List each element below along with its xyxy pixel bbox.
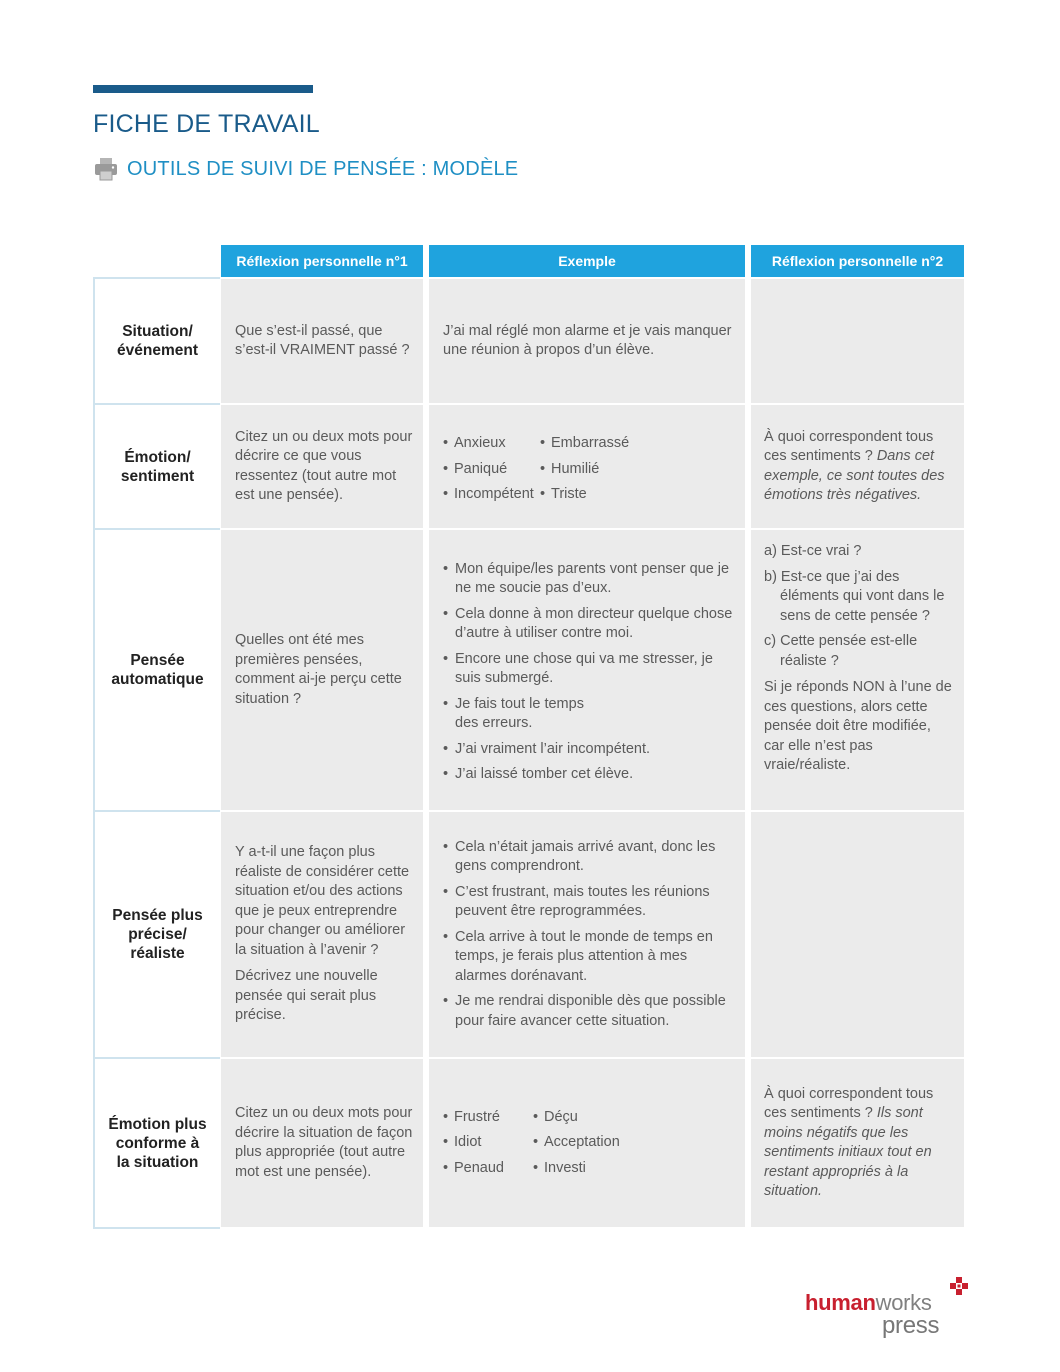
cell-text: À quoi correspondent tous ces sentiments ? Dans cet exemple, ce sont toutes des émotions très négatives.	[764, 428, 945, 503]
cell-emotion-reflexion-1	[221, 405, 423, 528]
printer-icon[interactable]	[93, 156, 119, 182]
cell-emotion-reflexion-2	[751, 405, 964, 528]
cell-text: Que s’est-il passé, que s’est-il VRAIMENT passé ?	[235, 322, 410, 358]
list-item: • J’ai vraiment l’air incompétent.	[443, 740, 735, 760]
cell-emotion-exemple	[429, 405, 745, 528]
cell-emotion-conforme-reflexion-2	[751, 1059, 964, 1227]
row-label-emotion: Émotion/ sentiment	[93, 405, 220, 528]
cell-pensee-auto-reflexion-2	[751, 530, 964, 810]
cell-pensee-auto-reflexion-1	[221, 530, 423, 810]
column-header-exemple: Exemple	[429, 245, 745, 277]
cell-pensee-realiste-reflexion-1	[221, 812, 423, 1057]
list-item: c) Cette pensée est-elle réaliste ?	[764, 633, 918, 669]
cell-emotion-conforme-exemple	[429, 1059, 745, 1227]
cell-text: Quelles ont été mes premières pensées, comment ai-je perçu cette situation ?	[235, 632, 402, 707]
list-item: • Déçu	[533, 1108, 735, 1128]
cell-situation-exemple	[429, 279, 745, 403]
cell-situation-reflexion-2[interactable]	[751, 279, 964, 403]
list-item: • Cela arrive à tout le monde de temps en temps, je ferais plus attention à mes alarmes dorénavant.	[443, 928, 735, 987]
cell-text: J’ai mal réglé mon alarme et je vais manquer une réunion à propos d’un élève.	[443, 322, 732, 358]
cell-text: À quoi correspondent tous ces sentiments ? Ils sont moins négatifs que les sentiments initiaux tout en restant appropriés à la situation.	[764, 1085, 934, 1199]
list-item: • Humilié	[540, 460, 735, 480]
row-label-emotion-conforme: Émotion plus conforme à la situation	[93, 1059, 220, 1227]
list-item: • Encore une chose qui va me stresser, je suis submergé.	[443, 650, 735, 689]
subtitle-text: OUTILS DE SUIVI DE PENSÉE : MODÈLE	[127, 157, 519, 180]
list-item: • Triste	[540, 485, 735, 505]
list-item: • J’ai laissé tomber cet élève.	[443, 765, 735, 785]
cell-text: Si je réponds NON à l’une de ces questions, alors cette pensée doit être modifiée, car elle n’est pas vraie/réaliste.	[764, 679, 952, 773]
list-item: • Investi	[533, 1159, 735, 1179]
cell-pensee-realiste-reflexion-2[interactable]	[751, 812, 964, 1057]
cell-pensee-auto-exemple	[429, 530, 745, 810]
list-item: • Cela n’était jamais arrivé avant, donc les gens comprendront.	[443, 838, 735, 877]
list-item: • Je me rendrai disponible dès que possible pour faire avancer cette situation.	[443, 992, 735, 1031]
thought-list	[443, 560, 735, 785]
header-accent-bar	[93, 85, 313, 93]
cell-text: Citez un ou deux mots pour décrire ce que vous ressentez (tout autre mot est une pensée).	[235, 428, 413, 503]
cell-situation-reflexion-1	[221, 279, 423, 403]
logo-text-press: press	[882, 1312, 940, 1339]
list-item: a) Est-ce vrai ?	[764, 543, 862, 559]
list-item: • Je fais tout le temps des erreurs.	[443, 695, 735, 734]
cell-text: Citez un ou deux mots pour décrire la situation de façon plus appropriée (tout autre mot est une pensée).	[235, 1105, 413, 1180]
humanworks-press-logo	[805, 1276, 975, 1346]
cell-emotion-conforme-reflexion-1	[221, 1059, 423, 1227]
column-header-reflexion-1: Réflexion personnelle n°1	[221, 245, 423, 277]
row-label-pensee-automatique: Pensée automatique	[93, 530, 220, 810]
thought-list	[443, 838, 735, 1032]
column-header-reflexion-2: Réflexion personnelle n°2	[751, 245, 964, 277]
list-item: • C’est frustrant, mais toutes les réunions peuvent être reprogrammées.	[443, 883, 735, 922]
list-item: • Frustré	[443, 1108, 533, 1128]
cell-pensee-realiste-exemple	[429, 812, 745, 1057]
list-item: • Mon équipe/les parents vont penser que je ne me soucie pas d’eux.	[443, 560, 735, 599]
list-item: • Embarrassé	[540, 434, 735, 454]
list-item: • Acceptation	[533, 1133, 735, 1153]
list-item: • Paniqué	[443, 460, 540, 480]
row-label-pensee-realiste: Pensée plus précise/ réaliste	[93, 812, 220, 1057]
row-divider	[93, 1227, 220, 1229]
cell-text: Y a-t-il une façon plus réaliste de considérer cette situation et/ou des actions que je peux entreprendre pour changer ou améliorer la situation à l’avenir ?	[235, 844, 410, 958]
row-label-situation: Situation/ événement	[93, 279, 220, 403]
list-item: • Cela donne à mon directeur quelque chose d’autre à utiliser contre moi.	[443, 605, 735, 644]
list-item: b) Est-ce que j’ai des éléments qui vont dans le sens de cette pensée ?	[764, 568, 945, 624]
emotion-word-list	[443, 1108, 735, 1179]
list-item: • Anxieux	[443, 434, 540, 454]
list-item: • Penaud	[443, 1159, 533, 1179]
question-list	[764, 542, 954, 671]
list-item: • Idiot	[443, 1133, 533, 1153]
page-subtitle	[93, 155, 518, 183]
emotion-word-list	[443, 434, 735, 505]
page-title: FICHE DE TRAVAIL	[93, 110, 320, 138]
list-item: • Incompétent	[443, 485, 540, 505]
cell-text: Décrivez une nouvelle pensée qui serait plus précise.	[235, 968, 378, 1024]
logo-mark-icon	[949, 1276, 969, 1296]
logo-text-top: humanworks	[805, 1290, 932, 1315]
